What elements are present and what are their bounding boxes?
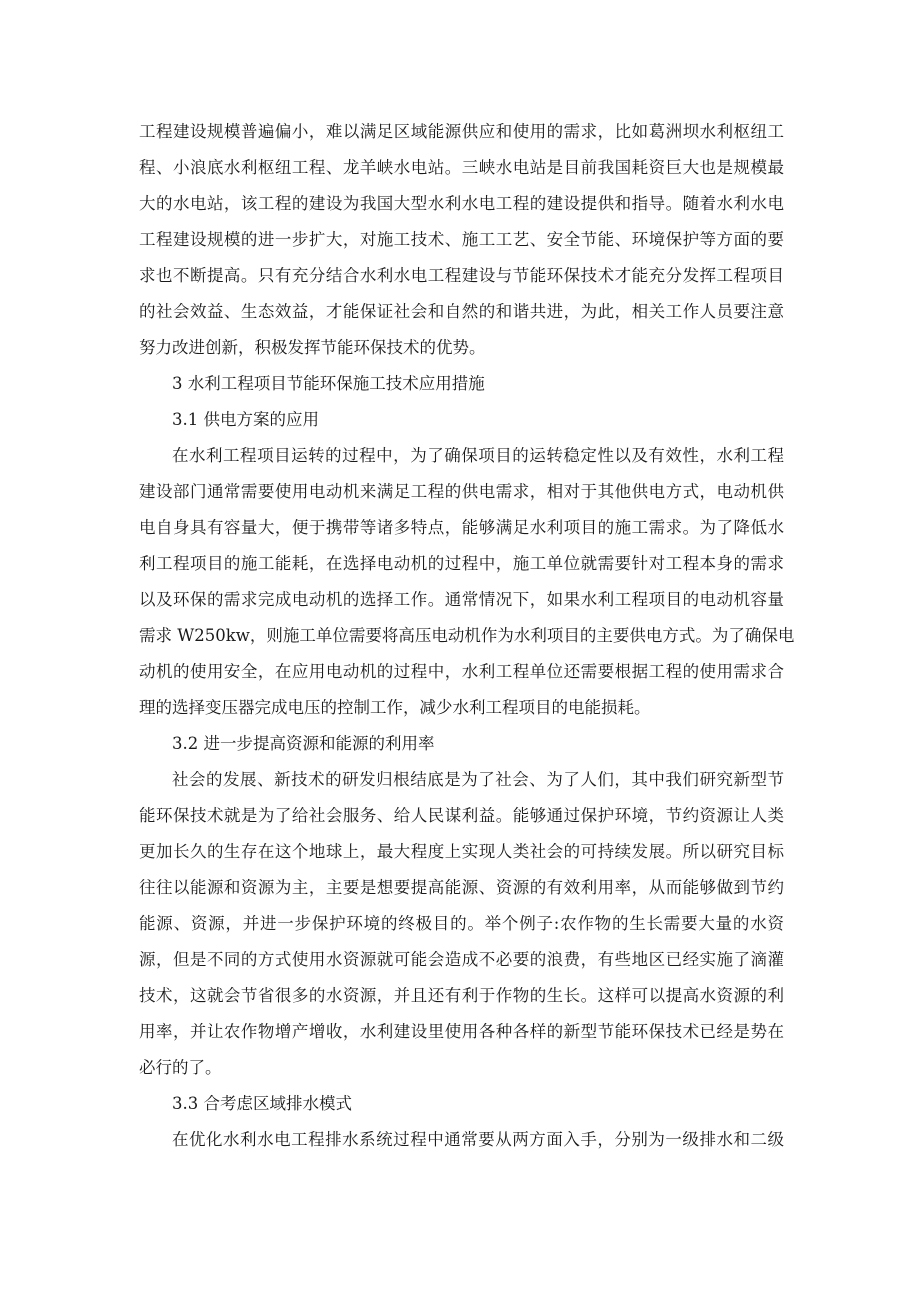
paragraph-intro (139, 114, 784, 366)
subsection-heading: 3.2 进一步提高资源和能源的利用率 (172, 734, 435, 753)
text-line: 工程建设规模普遍偏小，难以满足区域能源供应和使用的需求，比如葛洲坝水利枢纽工 (139, 122, 784, 141)
text-line: 求也不断提高。只有充分结合水利水电工程建设与节能环保技术才能充分发挥工程项目 (139, 266, 784, 285)
text-line: 社会的发展、新技术的研发归根结底是为了社会、为了人们，其中我们研究新型节 (172, 770, 784, 789)
text-line: 动机的使用安全，在应用电动机的过程中，水利工程单位还需要根据工程的使用需求合 (139, 662, 784, 681)
text-line: 在优化水利水电工程排水系统过程中通常要从两方面入手，分别为一级排水和二级 (172, 1130, 784, 1149)
text-line: 源，但是不同的方式使用水资源就可能会造成不必要的浪费，有些地区已经实施了滴灌 (139, 950, 784, 969)
text-line: 努力改进创新，积极发挥节能环保技术的优势。 (139, 338, 486, 357)
paragraph-power-supply (139, 438, 795, 726)
text-line: 用率，并让农作物增产增收，水利建设里使用各种各样的新型节能环保技术已经是势在 (139, 1022, 784, 1041)
text-line: 需求 W250kw，则施工单位需要将高压电动机作为水利项目的主要供电方式。为了确保电 (139, 626, 795, 645)
paragraph-drainage (139, 1122, 784, 1158)
section-heading: 3 水利工程项目节能环保施工技术应用措施 (172, 374, 485, 393)
text-line: 建设部门通常需要使用电动机来满足工程的供电需求，相对于其他供电方式，电动机供 (139, 482, 784, 501)
text-line: 以及环保的需求完成电动机的选择工作。通常情况下，如果水利工程项目的电动机容量 (139, 590, 784, 609)
text-line: 大的水电站，该工程的建设为我国大型水利水电工程的建设提供和指导。随着水利水电 (139, 194, 784, 213)
document-page (139, 114, 795, 1158)
text-line: 程、小浪底水利枢纽工程、龙羊峡水电站。三峡水电站是目前我国耗资巨大也是规模最 (139, 158, 784, 177)
text-line: 必行的了。 (139, 1058, 222, 1077)
text-line: 技术，这就会节省很多的水资源，并且还有利于作物的生长。这样可以提高水资源的利 (139, 986, 784, 1005)
text-line: 电自身具有容量大，便于携带等诸多特点，能够满足水利项目的施工需求。为了降低水 (139, 518, 784, 537)
text-line: 工程建设规模的进一步扩大，对施工技术、施工工艺、安全节能、环境保护等方面的要 (139, 230, 784, 249)
subsection-heading: 3.1 供电方案的应用 (172, 410, 319, 429)
text-line: 理的选择变压器完成电压的控制工作，减少水利工程项目的电能损耗。 (139, 698, 651, 717)
text-line: 能环保技术就是为了给社会服务、给人民谋利益。能够通过保护环境，节约资源让人类 (139, 806, 784, 825)
text-line: 的社会效益、生态效益，才能保证社会和自然的和谐共进，为此，相关工作人员要注意 (139, 302, 784, 321)
text-line: 利工程项目的施工能耗，在选择电动机的过程中，施工单位就需要针对工程本身的需求 (139, 554, 784, 573)
text-line: 更加长久的生存在这个地球上，最大程度上实现人类社会的可持续发展。所以研究目标 (139, 842, 784, 861)
text-line: 往往以能源和资源为主，主要是想要提高能源、资源的有效利用率，从而能够做到节约 (139, 878, 784, 897)
text-line: 在水利工程项目运转的过程中，为了确保项目的运转稳定性以及有效性，水利工程 (172, 446, 784, 465)
paragraph-resource-utilization (139, 762, 784, 1086)
text-line: 能源、资源，并进一步保护环境的终极目的。举个例子:农作物的生长需要大量的水资 (139, 914, 784, 933)
subsection-heading: 3.3 合考虑区域排水模式 (172, 1094, 352, 1113)
